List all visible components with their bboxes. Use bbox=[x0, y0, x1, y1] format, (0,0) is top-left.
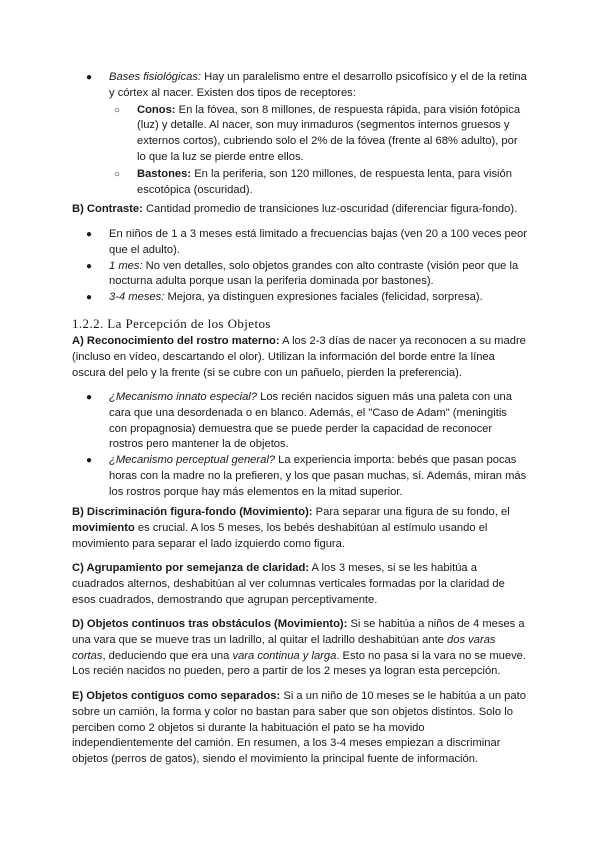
section-heading: 1.2.2. La Percepción de los Objetos bbox=[72, 316, 271, 331]
list-item bbox=[72, 227, 528, 259]
list-item-bastones bbox=[72, 167, 528, 199]
para-title: B) Discriminación figura-fondo (Movimiento): bbox=[72, 506, 313, 518]
para-text: Cantidad promedio de transiciones luz-oscuridad (diferenciar figura-fondo). bbox=[142, 203, 518, 215]
item-text: Mejora, ya distinguen expresiones faciales (felicidad, sorpresa). bbox=[164, 291, 483, 304]
item-lead: 1 mes: bbox=[109, 259, 143, 272]
contraste-list bbox=[72, 227, 528, 306]
para-italic: vara continua y larga bbox=[232, 649, 337, 662]
contraste-paragraph bbox=[72, 202, 528, 218]
list-item bbox=[72, 390, 528, 453]
item-text: En la fóvea, son 8 millones, de respuesta rápida, para visión fotópica (luz) y detalle. Al nacer, son muy inmaduros (segmentos internos gruesos y externos cortos), cubriendo solo el 2% de la fóvea (frente al 68% adulto), por lo que la luz se pierde entre ellos. bbox=[137, 103, 521, 163]
bullet-icon: ● bbox=[86, 260, 93, 272]
item-lead: ¿Mecanismo perceptual general? bbox=[109, 454, 276, 467]
list-item bbox=[72, 290, 528, 306]
list-item bbox=[72, 259, 528, 291]
para-text: A los 2-3 días de nacer ya reconocen a su madre (incluso en vídeo, descartando el olor). Utilizan la información del borde entre la línea oscura del pelo y la frente (si se cubre con un pañuelo, pierden la preferencia). bbox=[72, 335, 526, 379]
item-bold: Bastones: bbox=[137, 167, 192, 180]
para-italic: dos varas cortas bbox=[72, 633, 496, 662]
para-bold-word: movimiento bbox=[72, 521, 135, 534]
item-text: En niños de 1 a 3 meses está limitado a frecuencias bajas (ven 20 a 100 veces peor que el adulto). bbox=[109, 228, 527, 256]
item-bold: Conos: bbox=[137, 103, 176, 116]
item-lead: ¿Mecanismo innato especial? bbox=[109, 391, 257, 403]
circle-bullet-icon: ○ bbox=[114, 104, 121, 116]
para-title: A) Reconocimiento del rostro materno: bbox=[72, 335, 280, 347]
continuos-paragraph bbox=[72, 617, 528, 680]
bullet-icon: ● bbox=[86, 229, 93, 240]
para-title: B) Contraste: bbox=[72, 203, 143, 215]
item-text: En la periferia, son 120 millones, de respuesta lenta, para visión escotópica (oscuridad). bbox=[137, 167, 512, 196]
item-text: No ven detalles, solo objetos grandes con alto contraste (visión peor que la nocturna adulta porque usan la periferia dominada por bastones). bbox=[109, 259, 519, 288]
bases-fisiologicas-list bbox=[72, 70, 528, 198]
bullet-icon: ● bbox=[86, 455, 93, 467]
item-lead: Bases fisiológicas: bbox=[109, 71, 202, 83]
item-text: La experiencia importa: bebés que pasan pocas horas con la madre no la prefieren, y los que pasan muchas, sí. Además, miran más los rostros porque hay más elementos en la mitad superior. bbox=[109, 454, 527, 498]
para-title: C) Agrupamiento por semejanza de claridad: bbox=[72, 562, 310, 574]
para-text: es crucial. A los 5 meses, los bebés deshabitúan al estímulo usando el movimiento para separar el lado izquierdo como figura. bbox=[72, 521, 488, 550]
para-text: Si a un niño de 10 meses se le habitúa a un pato sobre un camión, la forma y color no bastan para saber que son objetos distintos. Solo lo perciben como 2 objetos si durante la habituación el pato se ha movido independientemente del camión. En resumen, a los 3-4 meses empiezan a discriminar objetos (perros de gatos), siendo el movimiento la principal fuente de información. bbox=[72, 690, 526, 766]
bullet-icon: ● bbox=[86, 392, 93, 403]
para-text: Si se habitúa a niños de 4 meses a una vara que se mueve tras un ladrillo, al quitar el ladrillo deshabitúan ante bbox=[72, 618, 525, 646]
para-text: Para separar una figura de su fondo, el bbox=[312, 506, 510, 518]
bullet-icon: ● bbox=[86, 72, 93, 83]
figura-fondo-paragraph bbox=[72, 505, 528, 552]
list-item-conos bbox=[72, 103, 528, 166]
agrupamiento-paragraph bbox=[72, 561, 528, 608]
para-title: E) Objetos contiguos como separados: bbox=[72, 690, 281, 702]
item-text: Los recién nacidos siguen más una paleta con una cara que una desordenada o en blanco. Además, el "Caso de Adam" (meningitis con propagnosia) demuestra que se puede perder la capacidad de reconocer rostros pero mantener la de objetos. bbox=[109, 391, 512, 451]
bullet-icon: ● bbox=[86, 292, 93, 304]
para-text: A los 3 meses, si se les habitúa a cuadrados alternos, deshabitúan al ver columnas verticales formadas por la claridad de esos cuadrados, demostrando que agrupan perceptivamente. bbox=[72, 562, 505, 606]
circle-bullet-icon: ○ bbox=[114, 168, 121, 180]
item-text: Hay un paralelismo entre el desarrollo psicofísico y el de la retina y córtex al nacer. Existen dos tipos de receptores: bbox=[109, 71, 527, 99]
item-lead: 3-4 meses: bbox=[109, 291, 165, 304]
para-text: , deduciendo que era una bbox=[102, 649, 233, 662]
rostro-list bbox=[72, 390, 528, 501]
list-item bbox=[72, 70, 528, 102]
rostro-paragraph bbox=[72, 334, 528, 381]
list-item bbox=[72, 453, 528, 500]
para-title: D) Objetos continuos tras obstáculos (Movimiento): bbox=[72, 618, 348, 630]
para-text: . Esto no pasa si la vara no se mueve. Los recién nacidos no pueden, pero a partir de los 2 meses ya logran esta percepción. bbox=[72, 649, 527, 678]
contiguos-paragraph bbox=[72, 689, 528, 768]
